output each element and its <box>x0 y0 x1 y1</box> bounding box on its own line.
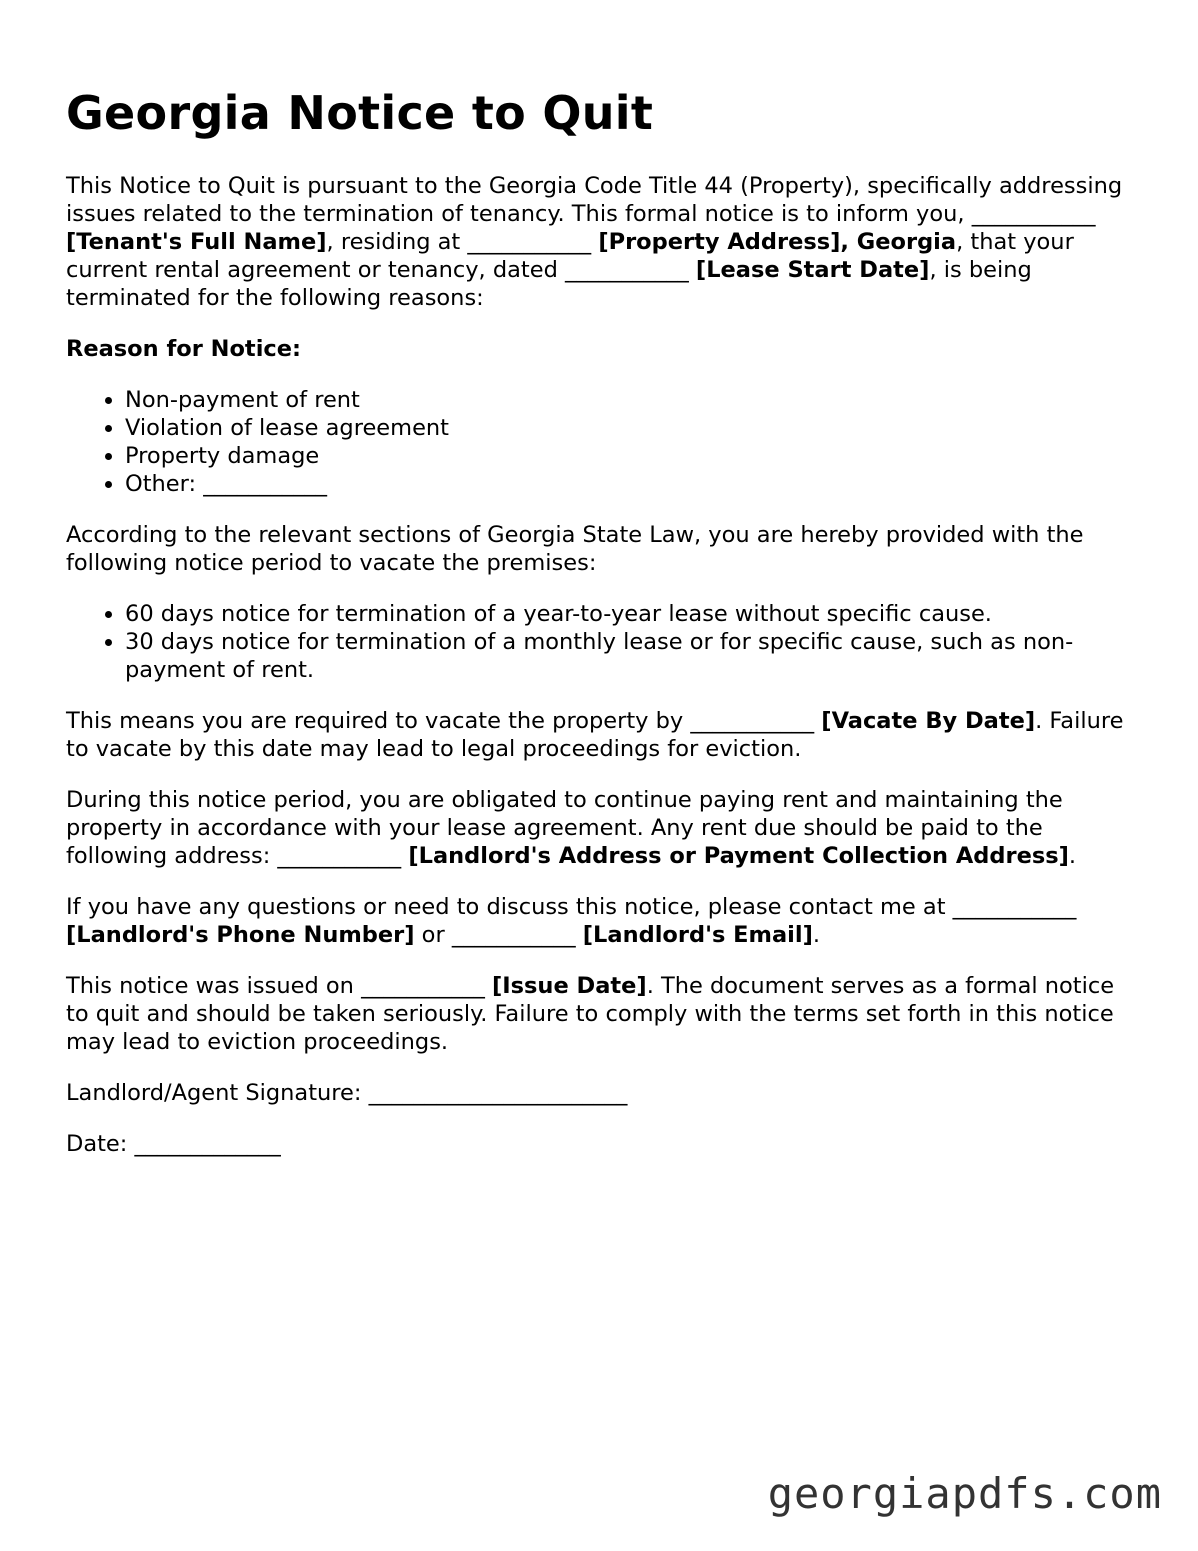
tenant-name-placeholder: [Tenant's Full Name] <box>66 229 327 255</box>
issue-date-placeholder: [Issue Date] <box>491 973 647 999</box>
landlord-address-placeholder: [Landlord's Address or Payment Collection Address] <box>408 843 1069 869</box>
rent-text-2: . <box>1068 843 1077 869</box>
list-item: • Non-payment of rent <box>125 386 1141 414</box>
notice-period-list <box>66 600 1141 684</box>
lease-start-date-placeholder: [Lease Start Date] <box>695 257 930 283</box>
list-item: • Property damage <box>125 442 1141 470</box>
contact-paragraph <box>66 893 1141 949</box>
issued-text-2: . The document serves as a formal notice to quit and should be taken seriously. Failure to comply with the terms set forth in this notice may lead to eviction proceedings. <box>66 973 1115 1055</box>
landlord-email-placeholder: [Landlord's Email] <box>582 922 813 948</box>
issued-text-1: This notice was issued on ___________ <box>66 973 492 999</box>
intro-text-4: , is being terminated for the following reasons: <box>66 257 1032 311</box>
vacate-date-placeholder: [Vacate By Date] <box>821 708 1036 734</box>
list-item: • Violation of lease agreement <box>125 414 1141 442</box>
reason-heading <box>66 335 1141 363</box>
date-line: Date: _____________ <box>66 1131 281 1157</box>
reason-heading-text: Reason for Notice: <box>66 336 301 362</box>
issued-paragraph <box>66 972 1141 1056</box>
contact-text-3: . <box>812 922 821 948</box>
list-item: • 30 days notice for termination of a monthly lease or for specific cause, such as non-payment of rent. <box>125 628 1141 684</box>
intro-paragraph <box>66 172 1141 312</box>
law-paragraph: According to the relevant sections of Georgia State Law, you are hereby provided with the following notice period to vacate the premises: <box>66 522 1084 576</box>
site-watermark: georgiapdfs.com <box>767 1469 1162 1518</box>
vacate-text-2: . Failure to vacate by this date may lead to legal proceedings for eviction. <box>66 708 1124 762</box>
document-page <box>66 84 1141 1181</box>
intro-text-1: This Notice to Quit is pursuant to the Georgia Code Title 44 (Property), specifically addressing issues related to the termination of tenancy. This formal notice is to inform you, ___________ <box>66 173 1123 227</box>
contact-text-1: If you have any questions or need to discuss this notice, please contact me at ___________ <box>66 894 1077 920</box>
vacate-text-1: This means you are required to vacate the property by ___________ <box>66 708 822 734</box>
intro-text-3: , that your current rental agreement or tenancy, dated ___________ <box>66 229 1074 283</box>
intro-text-2: , residing at ___________ <box>326 229 599 255</box>
reason-list <box>66 386 1141 498</box>
signature-line: Landlord/Agent Signature: _______________________ <box>66 1080 628 1106</box>
list-item: • Other: ___________ <box>125 470 1141 498</box>
rent-paragraph <box>66 786 1141 870</box>
landlord-phone-placeholder: [Landlord's Phone Number] <box>66 922 415 948</box>
vacate-paragraph <box>66 707 1141 763</box>
list-item: • 60 days notice for termination of a year-to-year lease without specific cause. <box>125 600 1141 628</box>
property-address-placeholder: [Property Address], Georgia <box>598 229 957 255</box>
page-title: Georgia Notice to Quit <box>66 86 654 140</box>
rent-text-1: During this notice period, you are obligated to continue paying rent and maintaining the property in accordance with your lease agreement. Any rent due should be paid to the following address: ___________ <box>66 787 1063 869</box>
contact-text-2: or ___________ <box>414 922 583 948</box>
